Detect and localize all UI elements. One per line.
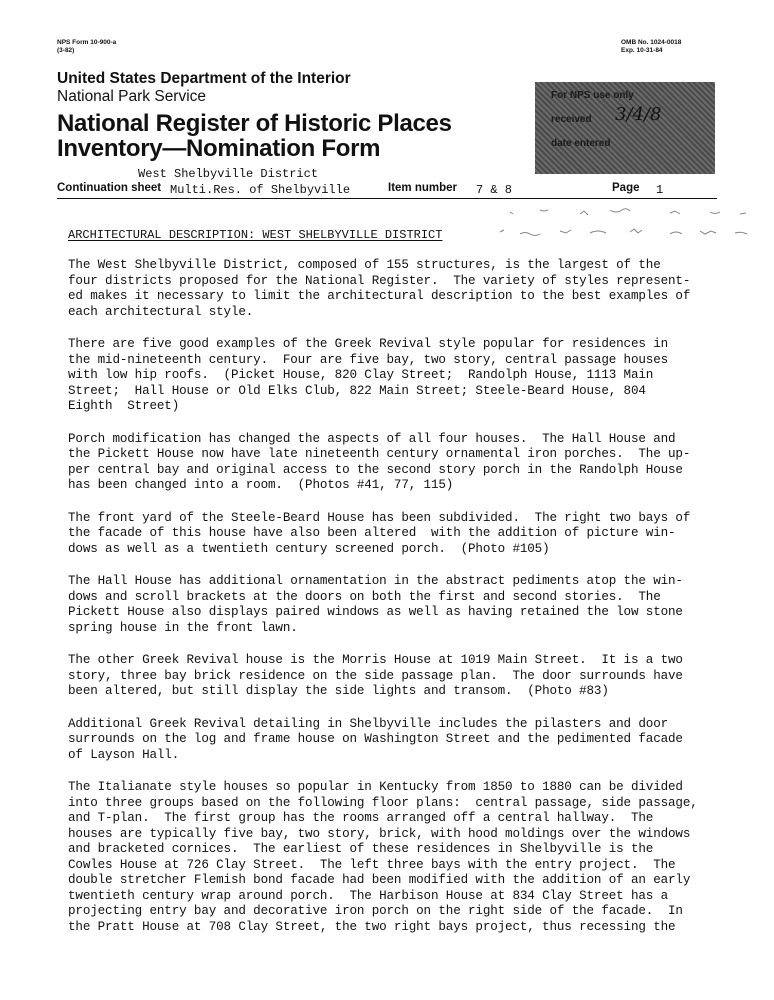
omb-expiration-text: Exp. 10-31-84 xyxy=(621,47,663,54)
nps-use-only-box xyxy=(535,82,715,174)
form-date-text: (3-82) xyxy=(57,47,75,54)
paragraph: The Italianate style houses so popular in Kentucky from 1850 to 1880 can be divided into three groups based on the following floor plans: central passage, side passage, and T-plan. The first group has the rooms arranged off a central hallway. The houses are typically five bay, two story, brick, with hood moldings over the windows and bracketed cornices. The earliest of these residences in Shelbyville is the Cowles House at 726 Clay Street. The left three bays with the entry project. The double stretcher Flemish bond facade had been modified with the addition of an early twentieth century wrap around porch. The Harbison House at 834 Clay Street has a projecting entry bay and decorative iron porch on the right side of the facade. In the Pratt House at 708 Clay Street, the two right bays project, thus recessing the xyxy=(68,780,698,934)
document-body xyxy=(68,258,718,952)
paragraph: The West Shelbyville District, composed of 155 structures, is the largest of the four districts proposed for the National Register. The variety of styles represent- ed makes it necessary to limit the architectural description to the best examples of each architectural style. xyxy=(68,258,691,319)
paragraph: The Hall House has additional ornamentation in the abstract pediments atop the win- dows and scroll brackets at the doors on both the first and second stories. The Pickett House also displays paired windows as well as having retained the low stone spring house in the front lawn. xyxy=(68,574,683,635)
paragraph: There are five good examples of the Greek Revival style popular for residences in the mid-nineteenth century. Four are five bay, two story, central passage houses with low hip roofs. (Picket House, 820 Clay Street; Randolph House, 1113 Main Street; Hall House or Old Elks Club, 822 Main Street; Steele-Beard House, 804 Eighth Street) xyxy=(68,337,669,413)
form-title-line2: Inventory—Nomination Form xyxy=(57,135,381,162)
agency-name: National Park Service xyxy=(57,88,207,105)
item-number-value: 7 & 8 xyxy=(476,183,513,197)
district-name: West Shelbyville District xyxy=(138,167,319,181)
nps-use-only-label: For NPS use only xyxy=(551,90,634,101)
nps-received-label: received xyxy=(551,114,592,125)
omb-info xyxy=(621,39,681,55)
page-label: Page xyxy=(612,182,640,194)
handwritten-annotation-marks xyxy=(480,204,770,244)
paragraph: The other Greek Revival house is the Morris House at 1019 Main Street. It is a two story, three bay brick residence on the side passage plan. The door surrounds have been altered, but still display the side lights and transom. (Photo #83) xyxy=(68,653,683,698)
item-number-label: Item number xyxy=(388,182,458,194)
paragraph: The front yard of the Steele-Beard House has been subdivided. The right two bays of the facade of this house have also been altered with the addition of picture win- dows as well as a twentieth century screened porch. (Photo #105) xyxy=(68,510,691,556)
form-number xyxy=(57,39,116,55)
continuation-sheet-label: Continuation sheet xyxy=(57,182,162,194)
header-divider xyxy=(57,198,717,199)
nps-date-entered-label: date entered xyxy=(551,138,611,149)
continuation-sheet-value: Multi.Res. of Shelbyville xyxy=(170,183,351,197)
section-heading: ARCHITECTURAL DESCRIPTION: WEST SHELBYVILLE DISTRICT xyxy=(68,228,443,242)
form-title-line1: National Register of Historic Places xyxy=(57,110,452,137)
paragraph: Additional Greek Revival detailing in Shelbyville includes the pilasters and door surrounds on the log and frame house on Washington Street and the pedimented facade of Layson Hall. xyxy=(68,716,683,762)
department-name: United States Department of the Interior xyxy=(57,70,351,87)
nps-handwritten-date: 3/4/8 xyxy=(615,104,662,125)
form-number-text: NPS Form 10-900-a xyxy=(57,39,117,46)
paragraph: Porch modification has changed the aspects of all four houses. The Hall House and the Pickett House now have late nineteenth century ornamental iron porches. The up- per central bay and original access to the second story porch in the Randolph House has been changed into a room. (Photos #41, 77, 115) xyxy=(68,431,691,492)
page-number-value: 1 xyxy=(656,183,664,197)
omb-number-text: OMB No. 1024-0018 xyxy=(621,39,682,46)
